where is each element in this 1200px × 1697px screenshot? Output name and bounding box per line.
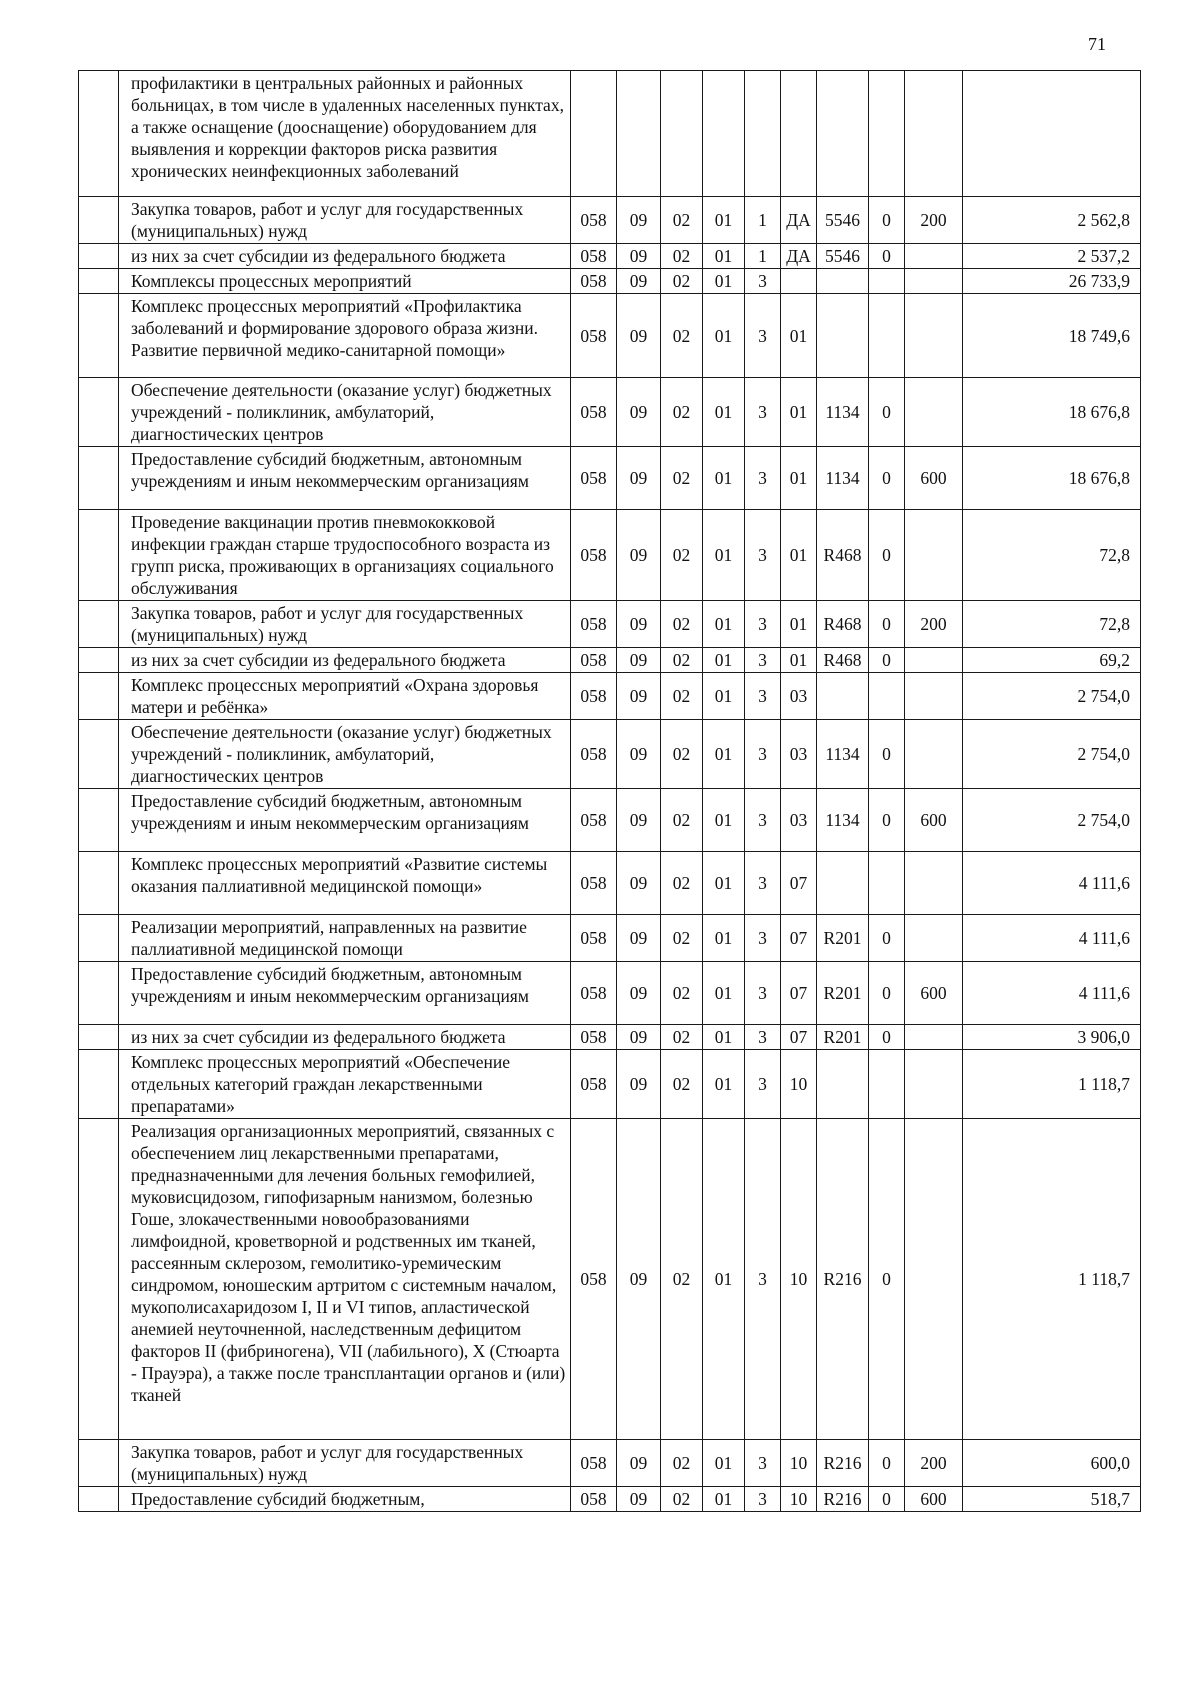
item-name-cell: Предоставление субсидий бюджетным, <box>119 1487 571 1512</box>
structural-element-code-cell: 10 <box>781 1050 817 1119</box>
direction-subcode-cell: 0 <box>869 510 905 601</box>
ministry-code-cell: 058 <box>571 447 617 510</box>
expense-type-code-cell <box>905 673 963 720</box>
table-row <box>79 720 1141 789</box>
table-row <box>79 1487 1141 1512</box>
program-code-cell: 01 <box>703 720 745 789</box>
row-number-cell <box>79 673 119 720</box>
program-type-code-cell: 3 <box>745 789 781 852</box>
amount-cell: 2 754,0 <box>963 720 1141 789</box>
amount-cell: 69,2 <box>963 648 1141 673</box>
item-name-cell: из них за счет субсидии из федерального бюджета <box>119 244 571 269</box>
structural-element-code-cell: 01 <box>781 447 817 510</box>
expense-type-code-cell <box>905 294 963 378</box>
ministry-code-cell: 058 <box>571 789 617 852</box>
amount-cell: 600,0 <box>963 1440 1141 1487</box>
direction-code-cell <box>817 294 869 378</box>
subsection-code-cell: 02 <box>661 510 703 601</box>
direction-subcode-cell <box>869 71 905 197</box>
table-row <box>79 1440 1141 1487</box>
direction-code-cell <box>817 852 869 915</box>
program-code-cell: 01 <box>703 294 745 378</box>
direction-code-cell <box>817 269 869 294</box>
section-code-cell: 09 <box>617 1025 661 1050</box>
subsection-code-cell: 02 <box>661 1050 703 1119</box>
direction-code-cell: R468 <box>817 601 869 648</box>
direction-subcode-cell <box>869 269 905 294</box>
subsection-code-cell: 02 <box>661 269 703 294</box>
amount-cell: 2 754,0 <box>963 789 1141 852</box>
direction-code-cell <box>817 71 869 197</box>
section-code-cell: 09 <box>617 648 661 673</box>
direction-subcode-cell <box>869 673 905 720</box>
structural-element-code-cell: 01 <box>781 378 817 447</box>
structural-element-code-cell: 01 <box>781 648 817 673</box>
table-row <box>79 1119 1141 1440</box>
expense-type-code-cell: 600 <box>905 789 963 852</box>
section-code-cell: 09 <box>617 244 661 269</box>
expense-type-code-cell: 200 <box>905 1440 963 1487</box>
subsection-code-cell: 02 <box>661 962 703 1025</box>
row-number-cell <box>79 1050 119 1119</box>
program-type-code-cell <box>745 71 781 197</box>
direction-code-cell: R216 <box>817 1487 869 1512</box>
subsection-code-cell: 02 <box>661 601 703 648</box>
subsection-code-cell: 02 <box>661 447 703 510</box>
table-row <box>79 962 1141 1025</box>
direction-subcode-cell: 0 <box>869 720 905 789</box>
amount-cell: 4 111,6 <box>963 852 1141 915</box>
direction-code-cell: R201 <box>817 915 869 962</box>
subsection-code-cell: 02 <box>661 1025 703 1050</box>
section-code-cell: 09 <box>617 1119 661 1440</box>
program-code-cell: 01 <box>703 789 745 852</box>
program-type-code-cell: 3 <box>745 294 781 378</box>
subsection-code-cell: 02 <box>661 648 703 673</box>
program-code-cell: 01 <box>703 244 745 269</box>
ministry-code-cell: 058 <box>571 915 617 962</box>
structural-element-code-cell: 03 <box>781 720 817 789</box>
direction-code-cell: 1134 <box>817 720 869 789</box>
subsection-code-cell: 02 <box>661 1487 703 1512</box>
table-row <box>79 1050 1141 1119</box>
direction-subcode-cell: 0 <box>869 601 905 648</box>
item-name-cell: Комплекс процессных мероприятий «Обеспечение отдельных категорий граждан лекарственными препаратами» <box>119 1050 571 1119</box>
subsection-code-cell: 02 <box>661 197 703 244</box>
item-name-cell: Комплекс процессных мероприятий «Профилактика заболеваний и формирование здорового образа жизни. Развитие первичной медико-санитарной помощи» <box>119 294 571 378</box>
program-type-code-cell: 3 <box>745 1050 781 1119</box>
program-code-cell: 01 <box>703 601 745 648</box>
program-code-cell <box>703 71 745 197</box>
table-row <box>79 294 1141 378</box>
structural-element-code-cell: 07 <box>781 915 817 962</box>
program-type-code-cell: 3 <box>745 447 781 510</box>
subsection-code-cell: 02 <box>661 915 703 962</box>
program-type-code-cell: 3 <box>745 915 781 962</box>
structural-element-code-cell: 10 <box>781 1487 817 1512</box>
row-number-cell <box>79 378 119 447</box>
expense-type-code-cell <box>905 1025 963 1050</box>
program-type-code-cell: 3 <box>745 720 781 789</box>
row-number-cell <box>79 197 119 244</box>
structural-element-code-cell: 07 <box>781 852 817 915</box>
page-number: 71 <box>1088 34 1106 54</box>
expense-type-code-cell <box>905 1119 963 1440</box>
section-code-cell: 09 <box>617 1487 661 1512</box>
amount-cell: 18 749,6 <box>963 294 1141 378</box>
ministry-code-cell: 058 <box>571 1487 617 1512</box>
section-code-cell: 09 <box>617 197 661 244</box>
subsection-code-cell <box>661 71 703 197</box>
program-code-cell: 01 <box>703 1487 745 1512</box>
ministry-code-cell: 058 <box>571 601 617 648</box>
subsection-code-cell: 02 <box>661 1440 703 1487</box>
row-number-cell <box>79 915 119 962</box>
program-type-code-cell: 3 <box>745 1487 781 1512</box>
item-name-cell: Предоставление субсидий бюджетным, автономным учреждениям и иным некоммерческим организациям <box>119 789 571 852</box>
program-code-cell: 01 <box>703 648 745 673</box>
row-number-cell <box>79 789 119 852</box>
amount-cell <box>963 71 1141 197</box>
table-row <box>79 197 1141 244</box>
ministry-code-cell: 058 <box>571 852 617 915</box>
section-code-cell: 09 <box>617 962 661 1025</box>
program-code-cell: 01 <box>703 378 745 447</box>
subsection-code-cell: 02 <box>661 244 703 269</box>
expense-type-code-cell: 600 <box>905 447 963 510</box>
amount-cell: 72,8 <box>963 510 1141 601</box>
amount-cell: 4 111,6 <box>963 962 1141 1025</box>
section-code-cell: 09 <box>617 1050 661 1119</box>
section-code-cell: 09 <box>617 915 661 962</box>
amount-cell: 2 562,8 <box>963 197 1141 244</box>
ministry-code-cell: 058 <box>571 378 617 447</box>
row-number-cell <box>79 1487 119 1512</box>
subsection-code-cell: 02 <box>661 673 703 720</box>
subsection-code-cell: 02 <box>661 852 703 915</box>
ministry-code-cell: 058 <box>571 244 617 269</box>
expense-type-code-cell: 600 <box>905 1487 963 1512</box>
row-number-cell <box>79 601 119 648</box>
table-row <box>79 1025 1141 1050</box>
direction-subcode-cell: 0 <box>869 244 905 269</box>
amount-cell: 2 537,2 <box>963 244 1141 269</box>
row-number-cell <box>79 269 119 294</box>
table-row <box>79 789 1141 852</box>
program-code-cell: 01 <box>703 1050 745 1119</box>
direction-code-cell: R216 <box>817 1440 869 1487</box>
structural-element-code-cell: 01 <box>781 294 817 378</box>
section-code-cell: 09 <box>617 269 661 294</box>
section-code-cell: 09 <box>617 294 661 378</box>
ministry-code-cell: 058 <box>571 962 617 1025</box>
item-name-cell: из них за счет субсидии из федерального бюджета <box>119 648 571 673</box>
item-name-cell: Обеспечение деятельности (оказание услуг) бюджетных учреждений - поликлиник, амбулаторий, диагностических центров <box>119 378 571 447</box>
structural-element-code-cell: 07 <box>781 1025 817 1050</box>
subsection-code-cell: 02 <box>661 294 703 378</box>
program-code-cell: 01 <box>703 1119 745 1440</box>
amount-cell: 1 118,7 <box>963 1119 1141 1440</box>
subsection-code-cell: 02 <box>661 789 703 852</box>
subsection-code-cell: 02 <box>661 378 703 447</box>
ministry-code-cell: 058 <box>571 648 617 673</box>
amount-cell: 72,8 <box>963 601 1141 648</box>
amount-cell: 4 111,6 <box>963 915 1141 962</box>
item-name-cell: Обеспечение деятельности (оказание услуг) бюджетных учреждений - поликлиник, амбулаторий, диагностических центров <box>119 720 571 789</box>
table-row <box>79 852 1141 915</box>
section-code-cell: 09 <box>617 789 661 852</box>
section-code-cell: 09 <box>617 378 661 447</box>
structural-element-code-cell: 07 <box>781 962 817 1025</box>
ministry-code-cell: 058 <box>571 720 617 789</box>
section-code-cell: 09 <box>617 852 661 915</box>
direction-subcode-cell: 0 <box>869 378 905 447</box>
ministry-code-cell: 058 <box>571 197 617 244</box>
section-code-cell: 09 <box>617 673 661 720</box>
structural-element-code-cell: 03 <box>781 673 817 720</box>
expense-type-code-cell <box>905 720 963 789</box>
program-type-code-cell: 3 <box>745 1025 781 1050</box>
item-name-cell: Закупка товаров, работ и услуг для государственных (муниципальных) нужд <box>119 1440 571 1487</box>
row-number-cell <box>79 1025 119 1050</box>
table-row <box>79 648 1141 673</box>
direction-subcode-cell <box>869 1050 905 1119</box>
item-name-cell: Закупка товаров, работ и услуг для государственных (муниципальных) нужд <box>119 197 571 244</box>
program-type-code-cell: 3 <box>745 673 781 720</box>
program-code-cell: 01 <box>703 510 745 601</box>
item-name-cell: Комплексы процессных мероприятий <box>119 269 571 294</box>
structural-element-code-cell <box>781 71 817 197</box>
item-name-cell: Предоставление субсидий бюджетным, автономным учреждениям и иным некоммерческим организациям <box>119 962 571 1025</box>
amount-cell: 18 676,8 <box>963 378 1141 447</box>
table-row <box>79 378 1141 447</box>
direction-code-cell: R216 <box>817 1119 869 1440</box>
item-name-cell: из них за счет субсидии из федерального бюджета <box>119 1025 571 1050</box>
amount-cell: 18 676,8 <box>963 447 1141 510</box>
table-row <box>79 510 1141 601</box>
section-code-cell: 09 <box>617 720 661 789</box>
direction-subcode-cell: 0 <box>869 1025 905 1050</box>
program-code-cell: 01 <box>703 962 745 1025</box>
program-type-code-cell: 1 <box>745 244 781 269</box>
item-name-cell: Комплекс процессных мероприятий «Развитие системы оказания паллиативной медицинской помощи» <box>119 852 571 915</box>
program-type-code-cell: 3 <box>745 648 781 673</box>
direction-subcode-cell <box>869 852 905 915</box>
direction-code-cell: R201 <box>817 962 869 1025</box>
table-row <box>79 673 1141 720</box>
row-number-cell <box>79 294 119 378</box>
expense-type-code-cell <box>905 244 963 269</box>
expense-type-code-cell <box>905 1050 963 1119</box>
expense-type-code-cell <box>905 648 963 673</box>
structural-element-code-cell: ДА <box>781 197 817 244</box>
item-name-cell: Реализация организационных мероприятий, связанных с обеспечением лиц лекарственными препаратами, предназначенными для лечения больных гемофилией, муковисцидозом, гипофизарным нанизмом, болезнью Гоше, злокачественными новообразованиями лимфоидной, кроветворной и родственных им тканей, рассеянным склерозом, гемолитико-уремическим синдромом, юношеским артритом с системным началом, мукополисахаридозом I, II и VI типов, апластической анемией неуточненной, наследственным дефицитом факторов II (фибриногена), VII (лабильного), X (Стюарта - Прауэра), а также после трансплантации органов и (или) тканей <box>119 1119 571 1440</box>
program-type-code-cell: 3 <box>745 378 781 447</box>
item-name-cell: профилактики в центральных районных и районных больницах, в том числе в удаленных населенных пунктах, а также оснащение (дооснащение) оборудованием для выявления и коррекции факторов риска развития хронических неинфекционных заболеваний <box>119 71 571 197</box>
expense-type-code-cell: 200 <box>905 197 963 244</box>
program-code-cell: 01 <box>703 673 745 720</box>
ministry-code-cell: 058 <box>571 1050 617 1119</box>
section-code-cell: 09 <box>617 601 661 648</box>
expense-type-code-cell <box>905 915 963 962</box>
direction-subcode-cell: 0 <box>869 197 905 244</box>
direction-subcode-cell: 0 <box>869 1119 905 1440</box>
program-type-code-cell: 3 <box>745 852 781 915</box>
program-code-cell: 01 <box>703 447 745 510</box>
ministry-code-cell: 058 <box>571 294 617 378</box>
table-row <box>79 447 1141 510</box>
expense-type-code-cell: 600 <box>905 962 963 1025</box>
section-code-cell: 09 <box>617 1440 661 1487</box>
amount-cell: 3 906,0 <box>963 1025 1141 1050</box>
table-row <box>79 915 1141 962</box>
row-number-cell <box>79 244 119 269</box>
row-number-cell <box>79 648 119 673</box>
direction-subcode-cell: 0 <box>869 648 905 673</box>
direction-code-cell: 5546 <box>817 244 869 269</box>
table-row <box>79 71 1141 197</box>
row-number-cell <box>79 447 119 510</box>
expense-type-code-cell <box>905 510 963 601</box>
item-name-cell: Предоставление субсидий бюджетным, автономным учреждениям и иным некоммерческим организациям <box>119 447 571 510</box>
row-number-cell <box>79 852 119 915</box>
amount-cell: 26 733,9 <box>963 269 1141 294</box>
budget-table <box>78 70 1141 1512</box>
table-row <box>79 269 1141 294</box>
row-number-cell <box>79 962 119 1025</box>
program-code-cell: 01 <box>703 197 745 244</box>
subsection-code-cell: 02 <box>661 1119 703 1440</box>
table-row <box>79 244 1141 269</box>
expense-type-code-cell: 200 <box>905 601 963 648</box>
expense-type-code-cell <box>905 378 963 447</box>
section-code-cell: 09 <box>617 510 661 601</box>
item-name-cell: Закупка товаров, работ и услуг для государственных (муниципальных) нужд <box>119 601 571 648</box>
direction-subcode-cell: 0 <box>869 1487 905 1512</box>
ministry-code-cell <box>571 71 617 197</box>
program-type-code-cell: 3 <box>745 962 781 1025</box>
structural-element-code-cell <box>781 269 817 294</box>
direction-subcode-cell: 0 <box>869 962 905 1025</box>
amount-cell: 2 754,0 <box>963 673 1141 720</box>
ministry-code-cell: 058 <box>571 1025 617 1050</box>
item-name-cell: Реализации мероприятий, направленных на развитие паллиативной медицинской помощи <box>119 915 571 962</box>
structural-element-code-cell: 01 <box>781 510 817 601</box>
section-code-cell: 09 <box>617 447 661 510</box>
row-number-cell <box>79 71 119 197</box>
program-type-code-cell: 3 <box>745 510 781 601</box>
direction-code-cell: R468 <box>817 648 869 673</box>
ministry-code-cell: 058 <box>571 510 617 601</box>
expense-type-code-cell <box>905 71 963 197</box>
direction-code-cell: R468 <box>817 510 869 601</box>
structural-element-code-cell: 03 <box>781 789 817 852</box>
row-number-cell <box>79 510 119 601</box>
program-type-code-cell: 3 <box>745 269 781 294</box>
direction-subcode-cell: 0 <box>869 915 905 962</box>
program-code-cell: 01 <box>703 915 745 962</box>
section-code-cell <box>617 71 661 197</box>
direction-code-cell: 1134 <box>817 378 869 447</box>
expense-type-code-cell <box>905 269 963 294</box>
direction-subcode-cell <box>869 294 905 378</box>
direction-code-cell: 1134 <box>817 789 869 852</box>
program-code-cell: 01 <box>703 852 745 915</box>
direction-subcode-cell: 0 <box>869 789 905 852</box>
program-type-code-cell: 3 <box>745 1119 781 1440</box>
structural-element-code-cell: ДА <box>781 244 817 269</box>
direction-code-cell: 5546 <box>817 197 869 244</box>
direction-code-cell: R201 <box>817 1025 869 1050</box>
ministry-code-cell: 058 <box>571 269 617 294</box>
structural-element-code-cell: 01 <box>781 601 817 648</box>
amount-cell: 518,7 <box>963 1487 1141 1512</box>
program-code-cell: 01 <box>703 1025 745 1050</box>
subsection-code-cell: 02 <box>661 720 703 789</box>
item-name-cell: Комплекс процессных мероприятий «Охрана здоровья матери и ребёнка» <box>119 673 571 720</box>
program-code-cell: 01 <box>703 1440 745 1487</box>
amount-cell: 1 118,7 <box>963 1050 1141 1119</box>
ministry-code-cell: 058 <box>571 1119 617 1440</box>
expense-type-code-cell <box>905 852 963 915</box>
program-type-code-cell: 3 <box>745 601 781 648</box>
ministry-code-cell: 058 <box>571 673 617 720</box>
program-type-code-cell: 1 <box>745 197 781 244</box>
direction-code-cell <box>817 673 869 720</box>
table-row <box>79 601 1141 648</box>
direction-subcode-cell: 0 <box>869 1440 905 1487</box>
program-type-code-cell: 3 <box>745 1440 781 1487</box>
direction-code-cell <box>817 1050 869 1119</box>
structural-element-code-cell: 10 <box>781 1119 817 1440</box>
ministry-code-cell: 058 <box>571 1440 617 1487</box>
program-code-cell: 01 <box>703 269 745 294</box>
row-number-cell <box>79 1119 119 1440</box>
structural-element-code-cell: 10 <box>781 1440 817 1487</box>
direction-subcode-cell: 0 <box>869 447 905 510</box>
item-name-cell: Проведение вакцинации против пневмококковой инфекции граждан старше трудоспособного возраста из групп риска, проживающих в организациях социального обслуживания <box>119 510 571 601</box>
row-number-cell <box>79 720 119 789</box>
row-number-cell <box>79 1440 119 1487</box>
direction-code-cell: 1134 <box>817 447 869 510</box>
